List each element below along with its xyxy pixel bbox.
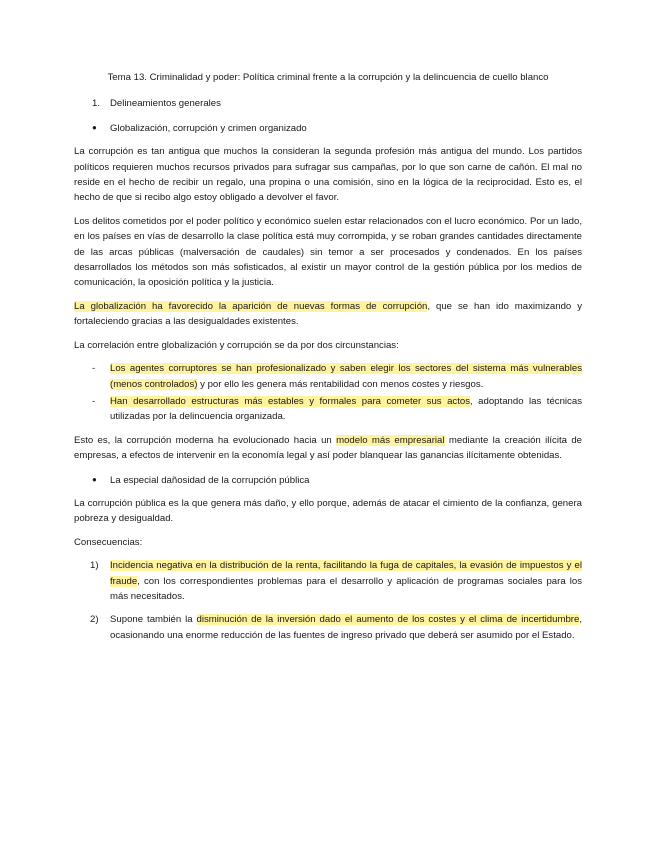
list-item [74,612,582,643]
section-heading-delineamientos [74,96,582,111]
paragraph-1: La corrupción es tan antigua que muchos la consideran la segunda profesión más antigua del mundo. Los partidos políticos requieren muchos recursos privados para sufragar sus campañas, por lo que son carne de cañón. El mal no reside en el hecho de recibir un regalo, una propina o una comisión, sino en la lógica de la reciprocidad. Esto es, el hecho de que si recibo algo estoy obligado a devolver el favor. [74,146,582,204]
subheading-danosidad [74,472,582,488]
bullet-icon: ● [92,474,97,484]
list-item-text: , con los correspondientes problemas para el desarrollo y aplicación de programas sociales para los más necesitados. [110,575,582,602]
paragraph-3 [74,299,582,330]
paragraph-text: mediante la creación ilícita de empresas, a efectos de intervenir en la economía legal y así poder blanquear las ganancias ilícitamente obtenidas. [74,434,582,462]
list-number: 2) [90,614,99,626]
highlight: modelo más empresarial [336,434,445,446]
paragraph-7: Consecuencias: [74,536,143,548]
bullet-icon: ● [92,122,97,132]
list-item-text: y por ello les genera más rentabilidad con menos costes y riesgos. [197,378,484,390]
highlight: disminución de la inversión dado el aumento de los costes y el clima de incertidumbre [196,614,580,626]
highlight: La globalización ha favorecido la aparición de nuevas formas de corrupción [74,300,428,312]
dash-marker: - [92,395,96,407]
list-item-text: Supone también la [110,614,197,626]
highlight: Los agentes corruptores se han profesionalizado y saben elegir los sectores del sistema más vulnerables (menos controlados) [110,363,582,390]
paragraph-text: , que se han ido maximizando y fortaleciendo gracias a las desigualdades existentes. [74,300,583,328]
list-item [74,558,582,604]
paragraph-4: La correlación entre globalización y corrupción se da por dos circunstancias: [74,339,399,351]
subheading-globalizacion [74,120,582,136]
list-item [74,361,582,392]
paragraph-text: Esto es, la corrupción moderna ha evolucionado hacia un [74,434,337,446]
section-number: 1. [92,98,101,110]
highlight: Incidencia negativa en la distribución de la renta, facilitando la fuga de capitales, la evasión de impuestos y el fraude [110,560,582,587]
section-label: Delineamientos generales [110,98,221,110]
list-item [74,394,582,425]
dash-list [74,361,582,425]
dash-marker: - [92,363,96,375]
paragraph-5 [74,433,582,464]
subheading-label: Globalización, corrupción y crimen organizado [110,122,307,134]
numbered-list [74,558,582,643]
highlight: Han desarrollado estructuras más estables y formales para cometer sus actos [110,395,471,407]
subheading-label: La especial dañosidad de la corrupción pública [110,474,310,486]
document-title: Tema 13. Criminalidad y poder: Política criminal frente a la corrupción y la delincuencia de cuello blanco [107,72,549,83]
paragraph-2: Los delitos cometidos por el poder político y económico suelen estar relacionados con el lucro económico. Por un lado, en los países en vías de desarrollo la clase política está muy corrompida, y se roban grandes cantidades directamente de las arcas públicas (malversación de caudales) sin temor a ser procesados y condenados. En los países desarrollados los métodos son más sofisticados, al existir un mayor control de la gestión pública por los medios de comunicación, la oposición política y la justicia. [74,215,582,289]
list-item-text: , adoptando las técnicas utilizadas por la delincuencia organizada. [110,395,582,423]
paragraph-6: La corrupción pública es la que genera más daño, y ello porque, además de atacar el cimiento de la confianza, genera pobreza y desigualdad. [74,497,582,525]
list-item-text: , ocasionando una enorme reducción de las fuentes de ingreso privado que deberá ser asumido por el Estado. [110,614,583,641]
list-number: 1) [90,560,99,572]
